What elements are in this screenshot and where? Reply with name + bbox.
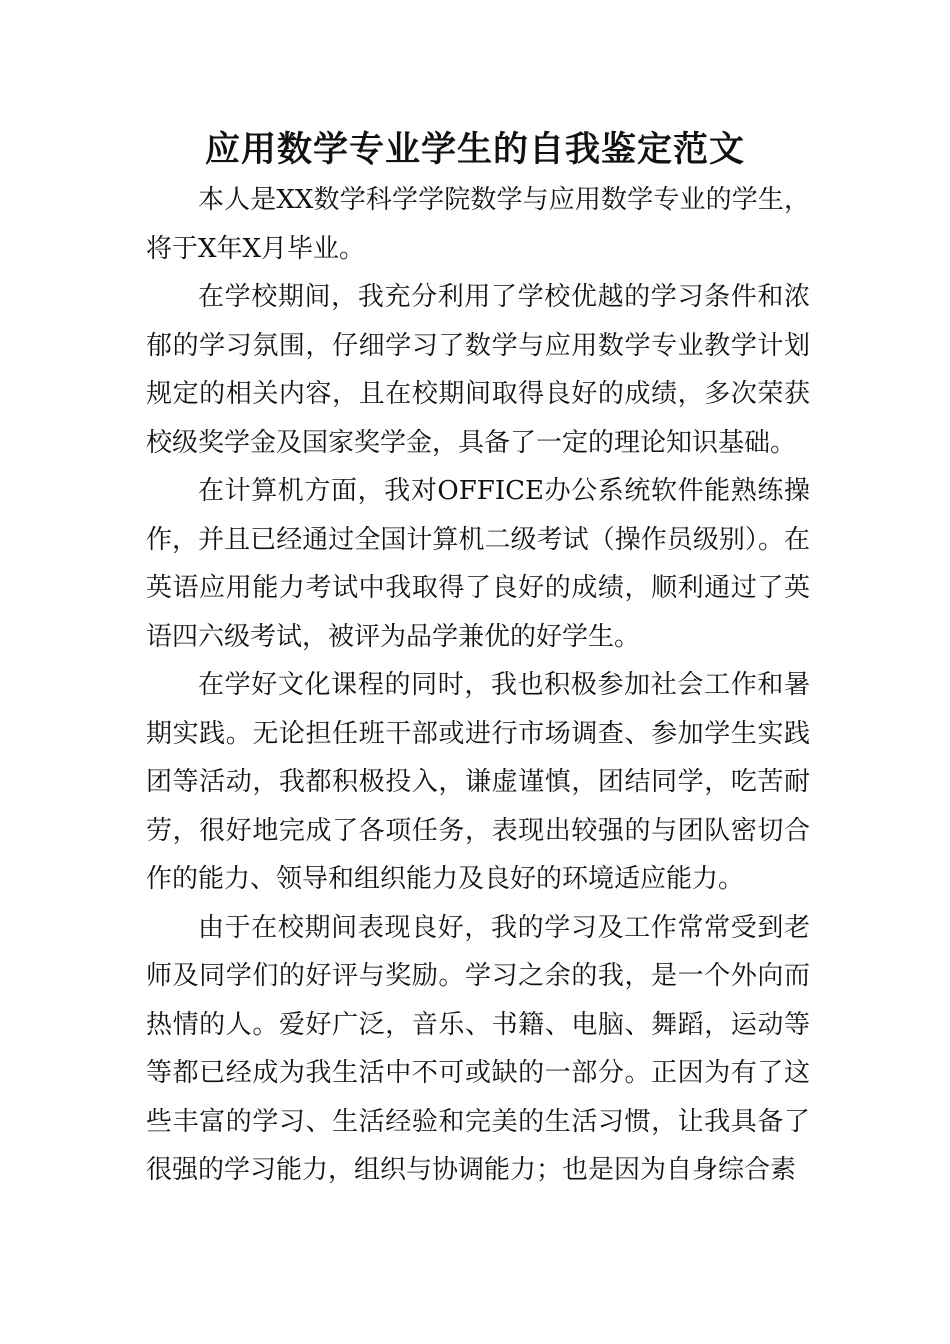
document-body	[146, 176, 810, 1195]
paragraph-3: 在计算机方面，我对OFFICE办公系统软件能熟练操作，并且已经通过全国计算机二级考试（操作员级别）。在英语应用能力考试中我取得了良好的成绩，顺利通过了英语四六级考试，被评为品学兼优的好学生。	[146, 476, 810, 652]
document-title: 应用数学专业学生的自我鉴定范文	[204, 130, 745, 170]
paragraph-1: 本人是XX数学科学学院数学与应用数学专业的学生，将于X年X月毕业。	[146, 185, 810, 264]
paragraph-4: 在学好文化课程的同时，我也积极参加社会工作和暑期实践。无论担任班干部或进行市场调查、参加学生实践团等活动，我都积极投入，谦虚谨慎，团结同学，吃苦耐劳，很好地完成了各项任务，表现出较强的与团队密切合作的能力、领导和组织能力及良好的环境适应能力。	[146, 670, 810, 894]
paragraph-2: 在学校期间，我充分利用了学校优越的学习条件和浓郁的学习氛围，仔细学习了数学与应用数学专业教学计划规定的相关内容，且在校期间取得良好的成绩，多次荣获校级奖学金及国家奖学金，具备了一定的理论知识基础。	[146, 282, 810, 458]
paragraph-5: 由于在校期间表现良好，我的学习及工作常常受到老师及同学们的好评与奖励。学习之余的我，是一个外向而热情的人。爱好广泛，音乐、书籍、电脑、舞蹈，运动等等都已经成为我生活中不可或缺的一部分。正因为有了这些丰富的学习、生活经验和完美的生活习惯，让我具备了很强的学习能力，组织与协调能力；也是因为自身综合素	[146, 912, 810, 1185]
